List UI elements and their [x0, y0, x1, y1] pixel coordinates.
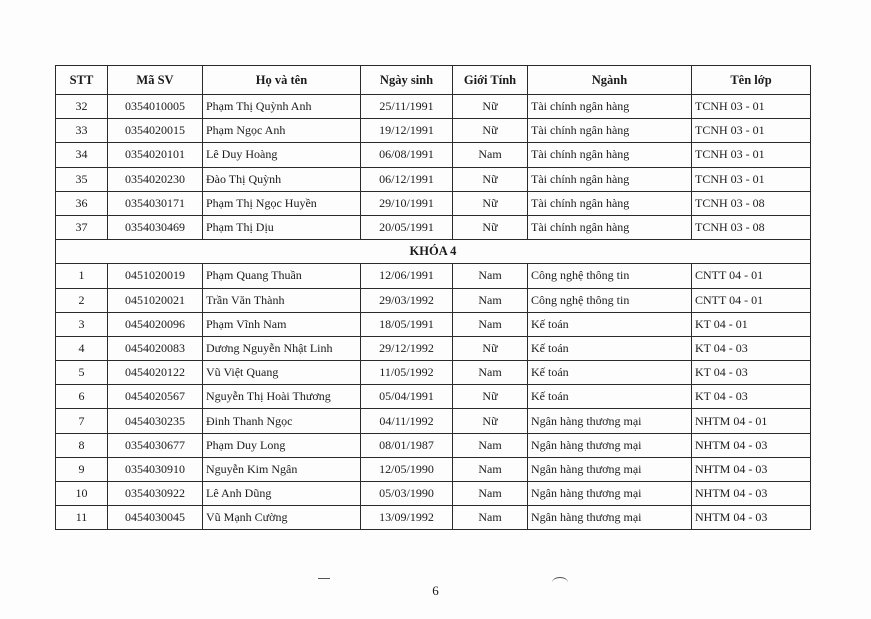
cell-nganh: Tài chính ngân hàng — [528, 143, 692, 167]
cell-ten-lop: KT 04 - 03 — [692, 385, 811, 409]
cell-ten-lop: TCNH 03 - 08 — [692, 191, 811, 215]
cell-ma-sv: 0354030469 — [108, 215, 203, 239]
cell-ten-lop: CNTT 04 - 01 — [692, 264, 811, 288]
table-row — [56, 119, 811, 143]
scan-arc — [552, 577, 568, 588]
table-row — [56, 506, 811, 530]
table-row — [56, 361, 811, 385]
cell-gioi-tinh: Nam — [453, 143, 528, 167]
cell-ngay-sinh: 18/05/1991 — [361, 312, 453, 336]
cell-ten-lop: KT 04 - 01 — [692, 312, 811, 336]
cell-ma-sv: 0354010005 — [108, 95, 203, 119]
cell-nganh: Kế toán — [528, 361, 692, 385]
cell-nganh: Ngân hàng thương mại — [528, 506, 692, 530]
cell-ho-ten: Phạm Duy Long — [203, 433, 361, 457]
cell-ten-lop: NHTM 04 - 03 — [692, 433, 811, 457]
table-row — [56, 143, 811, 167]
cell-stt: 7 — [56, 409, 108, 433]
cell-stt: 35 — [56, 167, 108, 191]
table-row — [56, 95, 811, 119]
cell-nganh: Tài chính ngân hàng — [528, 95, 692, 119]
cell-stt: 10 — [56, 482, 108, 506]
table-row — [56, 336, 811, 360]
cell-ma-sv: 0454020083 — [108, 336, 203, 360]
cell-ho-ten: Đinh Thanh Ngọc — [203, 409, 361, 433]
cell-nganh: Kế toán — [528, 312, 692, 336]
header-stt: STT — [56, 66, 108, 95]
cell-ma-sv: 0354030922 — [108, 482, 203, 506]
cell-ho-ten: Đào Thị Quỳnh — [203, 167, 361, 191]
cell-ten-lop: NHTM 04 - 03 — [692, 482, 811, 506]
table-row — [56, 409, 811, 433]
cell-gioi-tinh: Nữ — [453, 215, 528, 239]
cell-ma-sv: 0354030910 — [108, 457, 203, 481]
cell-nganh: Tài chính ngân hàng — [528, 167, 692, 191]
cell-ten-lop: TCNH 03 - 01 — [692, 95, 811, 119]
cell-gioi-tinh: Nam — [453, 361, 528, 385]
cell-ho-ten: Vũ Việt Quang — [203, 361, 361, 385]
cell-ho-ten: Lê Duy Hoàng — [203, 143, 361, 167]
cell-ten-lop: TCNH 03 - 01 — [692, 143, 811, 167]
cell-gioi-tinh: Nam — [453, 264, 528, 288]
cell-ho-ten: Phạm Thị Dịu — [203, 215, 361, 239]
cell-gioi-tinh: Nam — [453, 457, 528, 481]
cell-ma-sv: 0354020101 — [108, 143, 203, 167]
cell-ngay-sinh: 05/04/1991 — [361, 385, 453, 409]
cell-ho-ten: Vũ Mạnh Cường — [203, 506, 361, 530]
cell-ma-sv: 0454020567 — [108, 385, 203, 409]
cell-ma-sv: 0454020096 — [108, 312, 203, 336]
cell-ngay-sinh: 12/06/1991 — [361, 264, 453, 288]
cell-ma-sv: 0451020019 — [108, 264, 203, 288]
cell-stt: 6 — [56, 385, 108, 409]
header-ten-lop: Tên lớp — [692, 66, 811, 95]
cell-ten-lop: CNTT 04 - 01 — [692, 288, 811, 312]
header-row — [56, 66, 811, 95]
page-number: 6 — [432, 583, 439, 598]
cell-stt: 9 — [56, 457, 108, 481]
cell-nganh: Tài chính ngân hàng — [528, 119, 692, 143]
cell-gioi-tinh: Nam — [453, 312, 528, 336]
cell-ngay-sinh: 04/11/1992 — [361, 409, 453, 433]
cell-ngay-sinh: 06/12/1991 — [361, 167, 453, 191]
cell-ho-ten: Lê Anh Dũng — [203, 482, 361, 506]
table-row — [56, 433, 811, 457]
cell-nganh: Tài chính ngân hàng — [528, 191, 692, 215]
table-row — [56, 215, 811, 239]
scan-mark — [318, 578, 330, 579]
cell-ma-sv: 0451020021 — [108, 288, 203, 312]
cell-nganh: Ngân hàng thương mại — [528, 433, 692, 457]
header-gioi-tinh: Giới Tính — [453, 66, 528, 95]
cell-gioi-tinh: Nữ — [453, 95, 528, 119]
cell-ho-ten: Nguyễn Kim Ngân — [203, 457, 361, 481]
header-ngay-sinh: Ngày sinh — [361, 66, 453, 95]
cell-ho-ten: Trần Văn Thành — [203, 288, 361, 312]
cell-nganh: Ngân hàng thương mại — [528, 457, 692, 481]
cell-ngay-sinh: 29/10/1991 — [361, 191, 453, 215]
cell-gioi-tinh: Nữ — [453, 409, 528, 433]
cell-ngay-sinh: 05/03/1990 — [361, 482, 453, 506]
cell-stt: 36 — [56, 191, 108, 215]
cell-ma-sv: 0354030171 — [108, 191, 203, 215]
cell-ho-ten: Phạm Quang Thuần — [203, 264, 361, 288]
cell-gioi-tinh: Nam — [453, 433, 528, 457]
cell-ho-ten: Nguyễn Thị Hoài Thương — [203, 385, 361, 409]
cell-ten-lop: NHTM 04 - 03 — [692, 457, 811, 481]
table-row — [56, 167, 811, 191]
table-row — [56, 288, 811, 312]
cell-ma-sv: 0354020230 — [108, 167, 203, 191]
cell-ten-lop: TCNH 03 - 08 — [692, 215, 811, 239]
cell-ngay-sinh: 11/05/1992 — [361, 361, 453, 385]
cell-ma-sv: 0454030235 — [108, 409, 203, 433]
cell-ten-lop: NHTM 04 - 03 — [692, 506, 811, 530]
student-table — [55, 65, 811, 530]
cell-nganh: Kế toán — [528, 336, 692, 360]
cell-ho-ten: Phạm Vĩnh Nam — [203, 312, 361, 336]
cell-gioi-tinh: Nam — [453, 288, 528, 312]
cell-stt: 8 — [56, 433, 108, 457]
table-row — [56, 482, 811, 506]
cell-stt: 5 — [56, 361, 108, 385]
header-nganh: Ngành — [528, 66, 692, 95]
cell-stt: 1 — [56, 264, 108, 288]
cell-ten-lop: NHTM 04 - 01 — [692, 409, 811, 433]
table-row — [56, 264, 811, 288]
cell-ten-lop: TCNH 03 - 01 — [692, 119, 811, 143]
cell-gioi-tinh: Nữ — [453, 191, 528, 215]
cell-ngay-sinh: 08/01/1987 — [361, 433, 453, 457]
cell-ten-lop: KT 04 - 03 — [692, 361, 811, 385]
cell-stt: 4 — [56, 336, 108, 360]
header-ho-ten: Họ và tên — [203, 66, 361, 95]
table-row — [56, 457, 811, 481]
table-row — [56, 312, 811, 336]
cell-stt: 3 — [56, 312, 108, 336]
cell-ngay-sinh: 19/12/1991 — [361, 119, 453, 143]
table-row — [56, 191, 811, 215]
cell-gioi-tinh: Nữ — [453, 119, 528, 143]
cell-nganh: Kế toán — [528, 385, 692, 409]
cell-nganh: Công nghệ thông tin — [528, 288, 692, 312]
cell-ngay-sinh: 29/12/1992 — [361, 336, 453, 360]
cell-ho-ten: Dương Nguyễn Nhật Linh — [203, 336, 361, 360]
cell-gioi-tinh: Nữ — [453, 385, 528, 409]
cell-ma-sv: 0354020015 — [108, 119, 203, 143]
cell-gioi-tinh: Nữ — [453, 167, 528, 191]
cell-ho-ten: Phạm Thị Quỳnh Anh — [203, 95, 361, 119]
cell-ngay-sinh: 13/09/1992 — [361, 506, 453, 530]
cell-stt: 11 — [56, 506, 108, 530]
cell-ngay-sinh: 20/05/1991 — [361, 215, 453, 239]
cell-nganh: Ngân hàng thương mại — [528, 482, 692, 506]
cell-ma-sv: 0454030045 — [108, 506, 203, 530]
table-row — [56, 385, 811, 409]
table-body — [56, 95, 811, 530]
cell-ten-lop: KT 04 - 03 — [692, 336, 811, 360]
cell-ho-ten: Phạm Ngọc Anh — [203, 119, 361, 143]
cell-ngay-sinh: 06/08/1991 — [361, 143, 453, 167]
cell-ho-ten: Phạm Thị Ngọc Huyền — [203, 191, 361, 215]
header-ma-sv: Mã SV — [108, 66, 203, 95]
cell-ma-sv: 0454020122 — [108, 361, 203, 385]
cell-ngay-sinh: 12/05/1990 — [361, 457, 453, 481]
cell-ma-sv: 0354030677 — [108, 433, 203, 457]
cell-nganh: Tài chính ngân hàng — [528, 215, 692, 239]
cell-gioi-tinh: Nữ — [453, 336, 528, 360]
group-label: KHÓA 4 — [56, 240, 811, 264]
cell-gioi-tinh: Nam — [453, 506, 528, 530]
cell-stt: 2 — [56, 288, 108, 312]
cell-ten-lop: TCNH 03 - 01 — [692, 167, 811, 191]
group-row — [56, 240, 811, 264]
cell-stt: 37 — [56, 215, 108, 239]
cell-ngay-sinh: 25/11/1991 — [361, 95, 453, 119]
cell-gioi-tinh: Nam — [453, 482, 528, 506]
cell-stt: 32 — [56, 95, 108, 119]
cell-nganh: Ngân hàng thương mại — [528, 409, 692, 433]
cell-stt: 33 — [56, 119, 108, 143]
cell-ngay-sinh: 29/03/1992 — [361, 288, 453, 312]
cell-stt: 34 — [56, 143, 108, 167]
cell-nganh: Công nghệ thông tin — [528, 264, 692, 288]
